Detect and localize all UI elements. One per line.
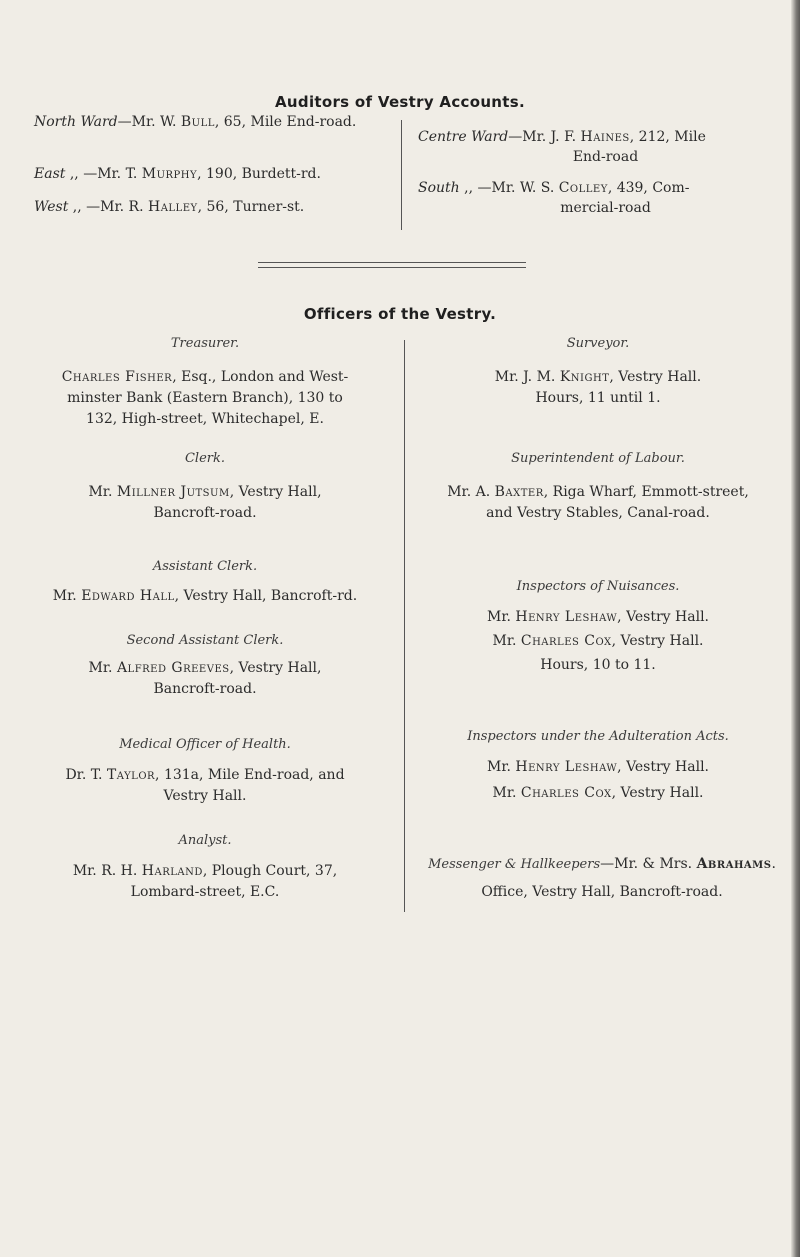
messenger-block: Messenger & Hallkeepers—Mr. & Mrs. Abrahams. Office, Vestry Hall, Bancroft-road.: [428, 856, 776, 900]
medical-officer-block: Medical Officer of Health. Dr. T. Taylor, 131a, Mile End-road, and Vestry Hall.: [20, 734, 390, 807]
inspectors-nuisances-block: Inspectors of Nuisances. Mr. Henry Leshaw, Vestry Hall. Mr. Charles Cox, Vestry Hall. Hours, 10 to 11.: [412, 576, 784, 676]
officers-divider: [404, 340, 405, 912]
auditor-north: North Ward—Mr. W. Bull, 65, Mile End-road.: [34, 114, 357, 130]
medical-officer-label: Medical Officer of Health.: [119, 737, 291, 752]
inspectors-adulteration-label: Inspectors under the Adulteration Acts.: [467, 729, 729, 744]
officers-heading: Officers of the Vestry.: [303, 305, 497, 323]
second-assistant-clerk-label: Second Assistant Clerk.: [126, 633, 284, 648]
treasurer-block: Treasurer. Charles Fisher, Esq., London and West- minster Bank (Eastern Branch), 130 to 132, High-street, Whitechapel, E.: [20, 333, 390, 430]
page-edge: [791, 0, 800, 1257]
assistant-clerk-label: Assistant Clerk.: [152, 559, 258, 574]
auditors-divider: [401, 120, 402, 230]
superintendent-block: Superintendent of Labour. Mr. A. Baxter, Riga Wharf, Emmott-street, and Vestry Stables, Canal-road.: [412, 448, 784, 524]
clerk-label: Clerk.: [184, 451, 226, 466]
section-rule: [258, 262, 526, 268]
clerk-block: Clerk. Mr. Millner Jutsum, Vestry Hall, Bancroft-road.: [20, 448, 390, 524]
analyst-label: Analyst.: [178, 833, 232, 848]
auditor-east: East ,, —Mr. T. Murphy, 190, Burdett-rd.: [34, 166, 321, 182]
assistant-clerk-block: Assistant Clerk. Mr. Edward Hall, Vestry Hall, Bancroft-rd.: [20, 556, 390, 607]
analyst-block: Analyst. Mr. R. H. Harland, Plough Court, 37, Lombard-street, E.C.: [20, 830, 390, 903]
treasurer-label: Treasurer.: [170, 336, 240, 351]
auditor-south-cont: mercial-road: [560, 200, 651, 216]
inspectors-adulteration-block: Inspectors under the Adulteration Acts. Mr. Henry Leshaw, Vestry Hall. Mr. Charles Cox, Vestry Hall.: [412, 726, 784, 804]
surveyor-label: Surveyor.: [566, 336, 630, 351]
second-assistant-clerk-block: Second Assistant Clerk. Mr. Alfred Greeves, Vestry Hall, Bancroft-road.: [20, 630, 390, 700]
superintendent-label: Superintendent of Labour.: [511, 451, 685, 466]
auditors-heading: Auditors of Vestry Accounts.: [275, 93, 525, 111]
inspectors-nuisances-label: Inspectors of Nuisances.: [516, 579, 680, 594]
auditor-centre: Centre Ward—Mr. J. F. Haines, 212, Mile: [418, 129, 706, 145]
auditor-south: South ,, —Mr. W. S. Colley, 439, Com-: [418, 180, 690, 196]
auditor-west: West ,, —Mr. R. Halley, 56, Turner-st.: [34, 199, 305, 215]
auditor-centre-cont: End-road: [572, 149, 639, 165]
surveyor-block: Surveyor. Mr. J. M. Knight, Vestry Hall. Hours, 11 until 1.: [412, 333, 784, 409]
messenger-label: Messenger & Hallkeepers: [428, 857, 601, 872]
